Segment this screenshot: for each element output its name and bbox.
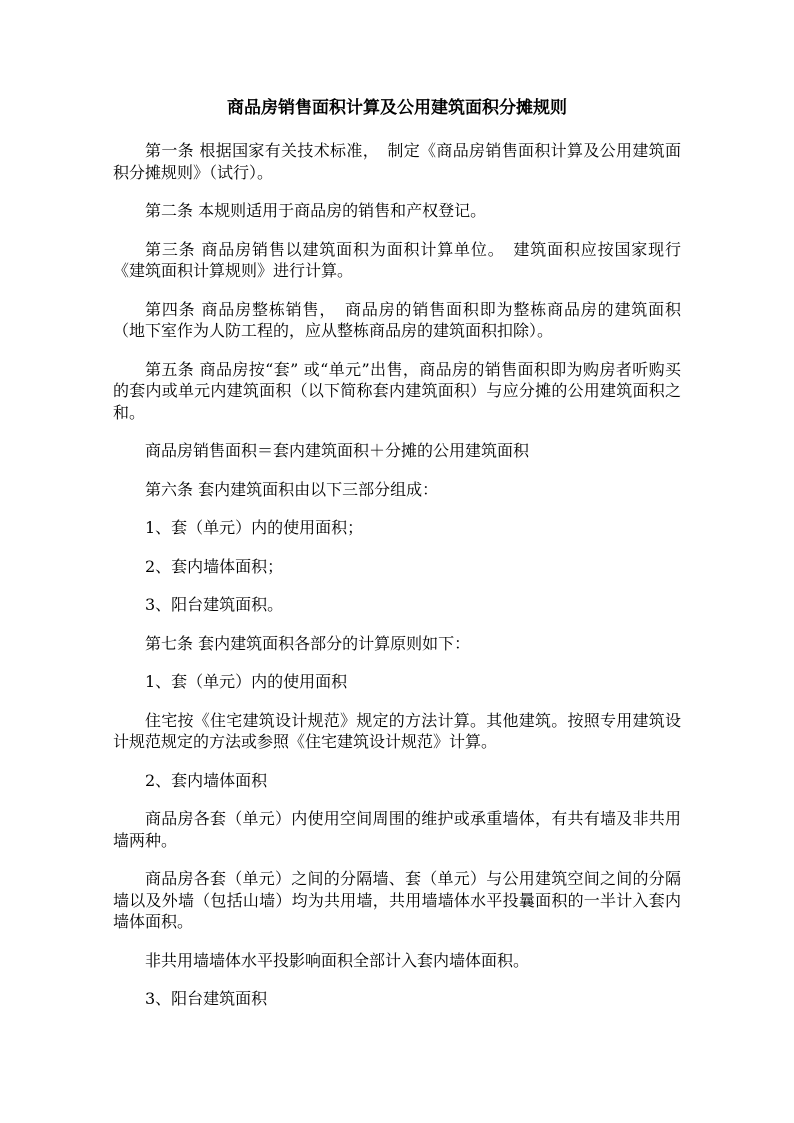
paragraph-formula: 商品房销售面积＝套内建筑面积＋分摊的公用建筑面积 bbox=[145, 441, 530, 460]
paragraph-article-2: 第二条 本规则适用于商品房的销售和产权登记。 bbox=[145, 201, 487, 220]
paragraph-body: 住宅按《住宅建筑设计规范》规定的方法计算。其他建筑。按照专用建筑设计规范规定的方法或参照《住宅建筑设计规范》计算。 bbox=[113, 710, 681, 751]
paragraph-body: 商品房各套（单元）内使用空间周围的维护或承重墙体，有共有墙及非共用墙两种。 bbox=[113, 809, 681, 850]
paragraph-item-2-heading: 2、套内墙体面积 bbox=[145, 770, 268, 790]
paragraph-article-6: 第六条 套内建筑面积由以下三部分组成： bbox=[145, 479, 439, 499]
paragraph-article-5: 第五条 商品房按“套” 或“单元”出售，商品房的销售面积即为购房者听购买的套内或单元内建筑面积（以下简称套内建筑面积）与应分摊的公用建筑面积之和。 bbox=[113, 359, 681, 422]
paragraph-item-1-heading: 1、套（单元）内的使用面积 bbox=[145, 672, 348, 691]
paragraph-item-1: 1、套（单元）内的使用面积； bbox=[145, 518, 364, 537]
paragraph-item-2: 2、套内墙体面积； bbox=[145, 556, 284, 576]
paragraph-item-3: 3、阳台建筑面积。 bbox=[145, 595, 284, 614]
paragraph-article-3: 第三条 商品房销售以建筑面积为面积计算单位。 建筑面积应按国家现行《建筑面积计算规则》进行计算。 bbox=[113, 239, 681, 280]
paragraph-body: 商品房各套（单元）之间的分隔墙、套（单元）与公用建筑空间之间的分隔墙以及外墙（包括山墙）均为共用墙，共用墙墙体水平投曩面积的一半计入套内墙体面积。 bbox=[113, 869, 681, 931]
paragraph-body: 非共用墙墙体水平投影响面积全部计入套内墙体面积。 bbox=[145, 950, 530, 970]
paragraph-item-3-heading: 3、阳台建筑面积 bbox=[145, 989, 268, 1008]
paragraph-article-4: 第四条 商品房整栋销售， 商品房的销售面积即为整栋商品房的建筑面积（地下室作为人防工程的，应从整栋商品房的建筑面积扣除）。 bbox=[113, 299, 681, 340]
document-title: 商品房销售面积计算及公用建筑面积分摊规则 bbox=[227, 98, 567, 118]
paragraph-article-1: 第一条 根据国家有关技术标准， 制定《商品房销售面积计算及公用建筑面积分摊规则》（试行）。 bbox=[113, 141, 681, 182]
paragraph-article-7: 第七条 套内建筑面积各部分的计算原则如下： bbox=[145, 633, 471, 653]
